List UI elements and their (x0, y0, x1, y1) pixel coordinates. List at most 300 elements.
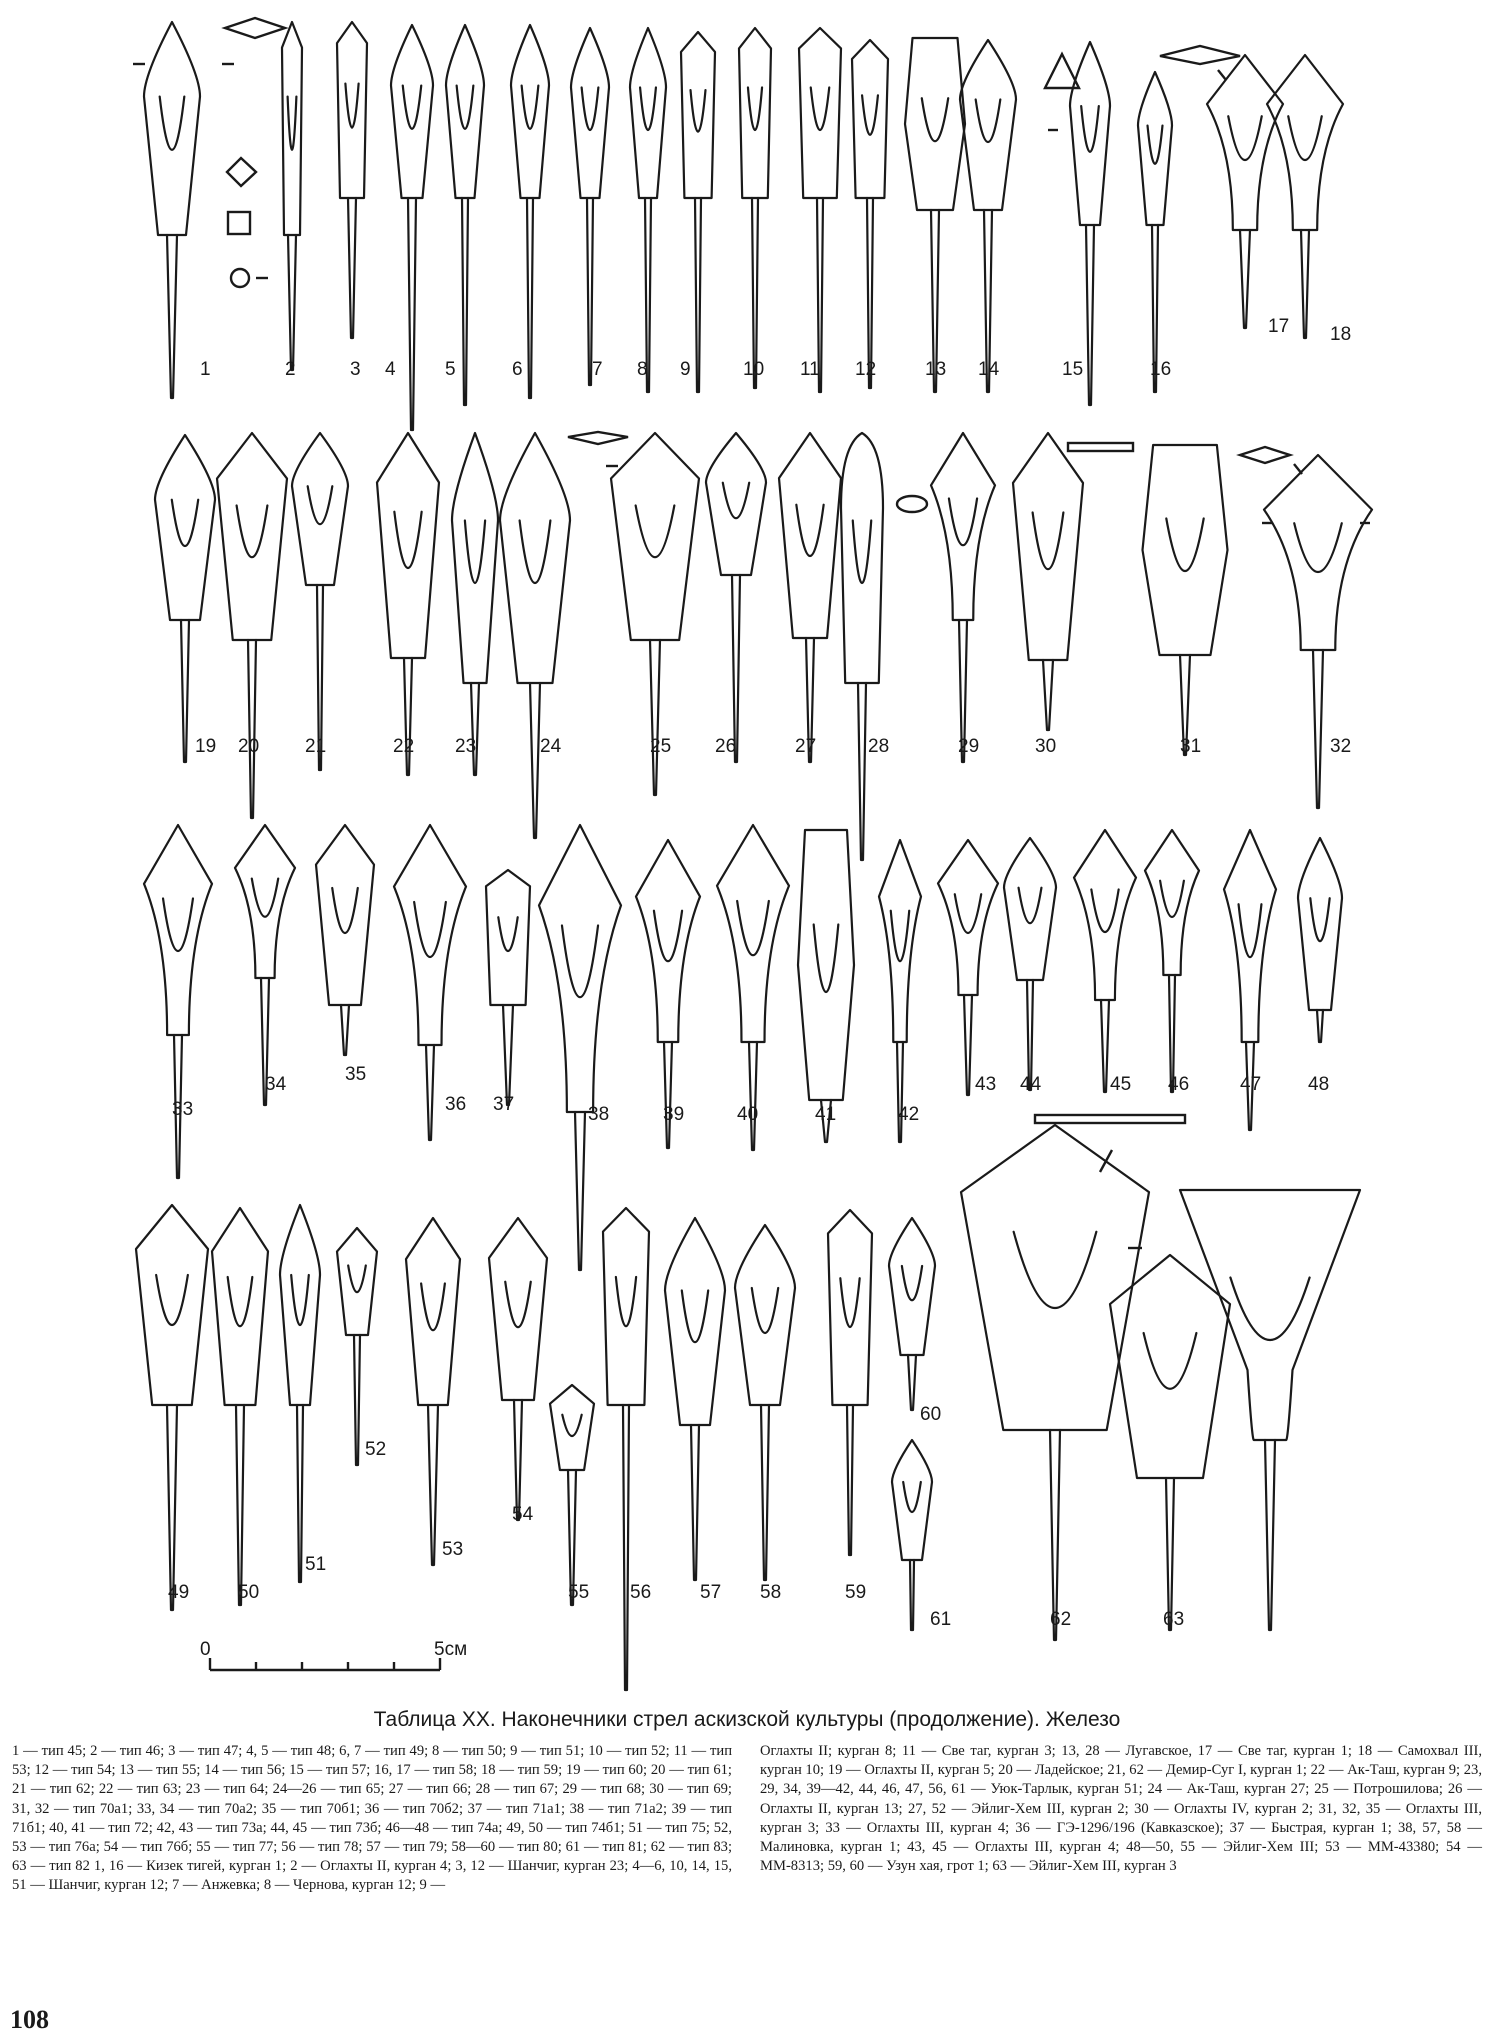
arrowhead-tang (404, 658, 412, 775)
arrowhead-24 (500, 433, 570, 838)
figure-number: 16 (1150, 359, 1172, 380)
arrowhead-facet (1294, 523, 1342, 572)
figure-numbers (168, 316, 1351, 1630)
arrowhead-blade (377, 433, 439, 658)
arrowhead-facet (903, 1482, 921, 1512)
arrowhead-tang (428, 1405, 438, 1565)
arrowhead-tang (181, 620, 189, 762)
arrowhead-blade (798, 830, 854, 1100)
arrowhead-drawings (136, 22, 1372, 1690)
arrowhead-tang (749, 1042, 757, 1150)
section-mark (1100, 1150, 1112, 1172)
figure-number: 42 (898, 1104, 920, 1125)
cross-section-lens (568, 432, 628, 444)
arrowhead-blade (779, 433, 841, 638)
arrowhead-facet (796, 505, 823, 556)
arrowhead-blade (511, 25, 549, 198)
arrowhead-tang (354, 1335, 360, 1465)
cross-section-diamond (225, 18, 285, 38)
arrowhead-blade (1145, 830, 1199, 975)
arrowhead-49 (136, 1205, 208, 1610)
arrowhead-blade (394, 825, 466, 1045)
arrowhead-facet (288, 97, 297, 150)
figure-number: 22 (393, 736, 415, 757)
arrowhead-blade (212, 1208, 268, 1405)
figure-number: 41 (815, 1104, 837, 1125)
arrowhead-facet (228, 1277, 253, 1326)
arrowhead-tang (964, 995, 972, 1095)
arrowhead-14 (960, 40, 1016, 392)
arrowhead-13 (905, 38, 965, 392)
arrowhead-41 (798, 830, 854, 1142)
arrowhead-57 (665, 1218, 725, 1580)
arrowhead-blade (452, 433, 498, 683)
arrowhead-blade (938, 840, 998, 995)
arrowhead-facet (582, 88, 599, 131)
figure-number: 31 (1180, 736, 1202, 757)
arrowhead-tang (348, 198, 356, 338)
figure-number: 50 (238, 1582, 260, 1603)
arrowhead-facet (414, 902, 446, 957)
arrowhead-facet (562, 925, 598, 997)
scale-end-label: 5см (434, 1639, 468, 1660)
arrowhead-tang (471, 683, 479, 775)
figure-number: 45 (1110, 1074, 1132, 1095)
cross-section-square (228, 212, 250, 234)
figure-number: 26 (715, 736, 737, 757)
arrowhead-blade (1207, 55, 1283, 230)
arrowhead-tang (575, 1112, 585, 1270)
arrowhead-blade (799, 28, 841, 198)
arrowhead-blade (1180, 1190, 1360, 1440)
arrowhead-tang (897, 1042, 903, 1142)
arrowhead-blade (550, 1385, 594, 1470)
figure-number: 15 (1062, 359, 1084, 380)
arrowhead-blade (391, 25, 433, 198)
arrowhead-facet (1239, 904, 1262, 957)
arrowhead-blade (717, 825, 789, 1042)
arrowhead-blade (841, 433, 883, 683)
figure-number: 5 (445, 359, 456, 380)
arrowhead-blade (280, 1205, 320, 1405)
arrowhead-tang (695, 198, 701, 392)
arrowhead-blade (486, 870, 530, 1005)
arrowhead-tang (623, 1405, 629, 1690)
arrowhead-tang (847, 1405, 853, 1555)
arrowhead-facet (902, 1266, 922, 1300)
arrowhead-facet (156, 1275, 188, 1325)
arrowhead-blade (1267, 55, 1343, 230)
cross-section-flat (1035, 1115, 1185, 1123)
arrowhead-21 (292, 433, 348, 770)
arrowhead-facet (1014, 1232, 1097, 1308)
arrowhead-facet (922, 98, 948, 141)
arrowhead-undefined (1180, 1190, 1360, 1630)
figure-number: 51 (305, 1554, 327, 1575)
arrowhead-blade (217, 433, 287, 640)
figure-number: 21 (305, 736, 327, 757)
arrowhead-facet (840, 1278, 859, 1327)
arrowhead-facet (862, 95, 878, 135)
figure-number: 47 (1240, 1074, 1262, 1095)
arrowhead-30 (1013, 433, 1083, 730)
arrowhead-tang (530, 683, 540, 838)
arrowhead-tang (1240, 230, 1250, 328)
arrowhead-blade (235, 825, 295, 978)
arrowhead-facet (654, 911, 682, 962)
figure-number: 43 (975, 1074, 997, 1095)
arrowhead-blade (406, 1218, 460, 1405)
figure-number: 6 (512, 359, 523, 380)
arrowhead-facet (1144, 1333, 1197, 1389)
cross-section-circle (231, 269, 249, 287)
arrowhead-62 (961, 1125, 1149, 1640)
arrowhead-blade (735, 1225, 795, 1405)
arrowhead-facet (332, 888, 358, 933)
arrowhead-31 (1143, 445, 1228, 755)
figure-number: 7 (592, 359, 603, 380)
arrowhead-35 (316, 825, 374, 1055)
arrowhead-27 (779, 433, 841, 762)
figure-number: 55 (568, 1582, 590, 1603)
arrowhead-blade (144, 22, 200, 235)
arrowhead-facet (1148, 126, 1163, 164)
arrowhead-58 (735, 1225, 795, 1580)
figure-number: 40 (737, 1104, 759, 1125)
arrowhead-tang (297, 1405, 303, 1582)
arrowhead-facet (163, 899, 193, 952)
figure-number: 56 (630, 1582, 652, 1603)
arrowhead-38 (539, 825, 621, 1270)
arrowhead-blade (828, 1210, 872, 1405)
figure-number: 30 (1035, 736, 1057, 757)
arrowhead-blade (739, 28, 771, 198)
arrowhead-tang (167, 1405, 177, 1610)
figure-number: 25 (650, 736, 672, 757)
figure-number: 3 (350, 359, 361, 380)
arrowhead-blade (1013, 433, 1083, 660)
arrowhead-blade (155, 435, 215, 620)
arrowhead-blade (337, 22, 367, 198)
legend-text-left: 1 — тип 45; 2 — тип 46; 3 — тип 47; 4, 5 — тип 48; 6, 7 — тип 49; 8 — тип 50; 9 — тип 51; 10 — тип 52; 11 — тип 53; 12 — тип 54; 13 — тип 55; 14 — тип 56; 15 — тип 57; 16, 17 — тип 58; 18 — тип 59; 19 — тип 60; 20 — тип 61; 21 — тип 62; 22 — тип 63; 23 — тип 64; 24—26 — тип 65; 27 — тип 66; 28 — тип 67; 29 — тип 68; 30 — тип 69; 31, 32 — тип 70а1; 33, 34 — тип 70а2; 35 — тип 70б1; 36 — тип 70б2; 37 — тип 71а1; 38 — тип 71а2; 39 — тип 71б1; 40, 41 — тип 72; 42, 43 — тип 73а; 44, 45 — тип 73б; 46—48 — тип 74а; 49, 50 — тип 74б1; 51 — тип 75; 52, 53 — тип 76а; 54 — тип 76б; 55 — тип 77; 56 — тип 78; 57 — тип 79; 58—60 — тип 80; 61 — тип 81; 62 — тип 83; 63 — тип 82 1, 16 — Кизек тигей, курган 1; 2 — Оглахты II, курган 4; 3, 12 — Шанчиг, курган 23; 4—6, 10, 14, 15, 51 — Шанчиг, курган 12; 7 — Анжевка; 8 — Чернова, курган 12; 9 — (12, 1743, 732, 1894)
arrowhead-tang (1043, 660, 1053, 730)
arrowhead-tang (1301, 230, 1309, 338)
arrowhead-42 (879, 840, 921, 1142)
figure-number: 23 (455, 736, 477, 757)
arrowhead-15 (1070, 42, 1110, 405)
figure-number: 44 (1020, 1074, 1042, 1095)
arrowhead-17 (1207, 55, 1283, 328)
arrowhead-blade (889, 1218, 935, 1355)
arrowhead-44 (1004, 838, 1056, 1090)
arrowhead-facet (737, 901, 769, 955)
figure-number: 17 (1268, 316, 1290, 337)
figure-number: 37 (493, 1094, 515, 1115)
page-number: 108 (10, 2005, 49, 2034)
cross-section-lens (1160, 46, 1240, 64)
arrowhead-tang (1265, 1440, 1275, 1630)
arrowhead-facet (682, 1290, 708, 1342)
arrowhead-blade (961, 1125, 1149, 1430)
arrowhead-facet (403, 86, 421, 129)
figure-number: 29 (958, 736, 980, 757)
arrowhead-facet (505, 1282, 531, 1328)
arrowhead-tang (236, 1405, 244, 1605)
arrowhead-blade (603, 1208, 649, 1405)
arrowhead-60 (889, 1218, 935, 1410)
arrowhead-tang (761, 1405, 769, 1580)
figure-number: 12 (855, 359, 877, 380)
arrowhead-facet (1288, 116, 1321, 160)
arrowhead-blade (1110, 1255, 1230, 1478)
arrowhead-46 (1145, 830, 1199, 1092)
arrowhead-blade (636, 840, 700, 1042)
arrowhead-blade (630, 28, 666, 198)
figure-number: 14 (978, 359, 1000, 380)
arrowhead-blade (316, 825, 374, 1005)
arrowhead-blade (665, 1218, 725, 1425)
arrowhead-facet (498, 917, 517, 951)
arrowhead-tang (167, 235, 177, 398)
arrowhead-52 (337, 1228, 377, 1465)
arrowhead-facet (520, 521, 551, 584)
arrowhead-40 (717, 825, 789, 1150)
arrowhead-blade (611, 433, 699, 640)
arrowhead-23 (452, 433, 498, 775)
section-mark (1294, 464, 1302, 474)
arrowhead-tang (910, 1560, 914, 1630)
figure-number: 52 (365, 1439, 387, 1460)
arrowhead-tang (248, 640, 256, 818)
arrowhead-facet (394, 512, 421, 568)
arrowhead-blade (292, 433, 348, 585)
arrowhead-28 (841, 433, 883, 860)
arrowhead-37 (486, 870, 530, 1105)
figure-number: 60 (920, 1404, 942, 1425)
arrowhead-facet (949, 498, 977, 545)
cross-section-oval (897, 496, 927, 512)
arrowhead-tang (650, 640, 660, 795)
arrowhead-blade (1298, 838, 1342, 1010)
arrowhead-facet (955, 894, 981, 933)
arrowhead-10 (739, 28, 771, 388)
arrowhead-facet (1228, 116, 1261, 160)
figure-number: 48 (1308, 1074, 1330, 1095)
arrowhead-tang (514, 1400, 522, 1520)
arrowhead-blade (1143, 445, 1228, 655)
arrowhead-facet (1019, 888, 1042, 924)
arrowhead-facet (1230, 1278, 1309, 1341)
arrowhead-tang (1313, 650, 1323, 808)
figure-number: 62 (1050, 1609, 1072, 1630)
arrowhead-26 (706, 433, 766, 762)
arrowhead-facet (811, 88, 829, 131)
figure-number: 35 (345, 1064, 367, 1085)
arrowhead-facet (348, 1265, 366, 1292)
legend-text-right: Оглахты II; курган 8; 11 — Све таг, курган 3; 13, 28 — Лугавское, 17 — Све таг, курган 1; 18 — Самохвал III, курган 10; 19 — Оглахты II, курган 5; 20 — Ладейское; 21, 62 — Демир-Суг I, курган 1; 22 — Ак-Таш, курган 9; 23, 29, 34, 39—42, 44, 46, 47, 56, 61 — Уюк-Тарлык, курган 51; 24 — Ак-Таш, курган 27; 25 — Потрошилова; 26 — Оглахты II, курган 13; 27, 52 — Эйлиг-Хем III, курган 2; 30 — Оглахты IV, курган 2; 31, 32, 35 — Оглахты III, курган 3; 33 — Оглахты III, курган 4; 36 — ГЭ-1296/196 (Кавказское); 37 — Быстрая, курган 1; 38, 57, 58 — Малиновка, курган 1; 43, 45 — Оглахты III, курган 4; 48—50, 55 — Эйлиг-Хем III; 53 — ММ-43380; 54 — ММ-8313; 59, 60 — Узун хая, грот 1; 63 — Эйлиг-Хем III, курган 3 (760, 1743, 1482, 1875)
arrowhead-tang (1086, 225, 1094, 405)
arrowhead-blade (706, 433, 766, 575)
arrowhead-facet (237, 505, 268, 557)
arrowhead-tang (527, 198, 533, 398)
figure-number: 10 (743, 359, 765, 380)
arrowhead-54 (489, 1218, 547, 1520)
cross-section-flat (1068, 443, 1133, 451)
figure-number: 59 (845, 1582, 867, 1603)
arrowhead-facet (522, 86, 539, 129)
arrowhead-tang (664, 1042, 672, 1148)
arrowhead-48 (1298, 838, 1342, 1042)
arrowhead-43 (938, 840, 998, 1095)
figure-number: 8 (637, 359, 648, 380)
arrowhead-tang (341, 1005, 349, 1055)
arrowhead-blade (1138, 72, 1172, 225)
cross-section-diamond (227, 158, 256, 186)
arrowhead-51 (280, 1205, 320, 1582)
arrowhead-blade (931, 433, 995, 620)
figure-number: 36 (445, 1094, 467, 1115)
arrowhead-blade (892, 1440, 932, 1560)
arrowhead-2 (282, 22, 302, 370)
figure-number: 34 (265, 1074, 287, 1095)
arrowhead-blade (1074, 830, 1136, 1000)
arrowhead-blade (571, 28, 609, 198)
arrowhead-facet (345, 84, 358, 128)
figure-number: 61 (930, 1609, 952, 1630)
arrowhead-facet (1091, 890, 1118, 933)
arrowhead-tang (691, 1425, 699, 1580)
figure-number: 39 (663, 1104, 685, 1125)
arrowhead-blade (905, 38, 965, 210)
figure-number: 46 (1168, 1074, 1190, 1095)
figure-number: 58 (760, 1582, 782, 1603)
arrowhead-39 (636, 840, 700, 1148)
arrowhead-11 (799, 28, 841, 392)
figure-number: 20 (238, 736, 260, 757)
cross-section-lens (1240, 447, 1290, 463)
arrowhead-blade (446, 25, 484, 198)
arrowhead-tang (908, 1355, 916, 1410)
arrowhead-facet (748, 88, 762, 131)
arrowhead-12 (852, 40, 888, 388)
arrowhead-facet (691, 90, 706, 132)
figure-number: 2 (285, 359, 296, 380)
figure-number: 9 (680, 359, 691, 380)
arrowhead-55 (550, 1385, 594, 1605)
arrowhead-facet (814, 925, 839, 993)
figure-number: 11 (800, 359, 820, 380)
figure-number: 53 (442, 1539, 464, 1560)
arrowhead-53 (406, 1218, 460, 1565)
arrowhead-facet (1166, 519, 1203, 572)
arrowhead-36 (394, 825, 466, 1140)
arrowhead-facet (465, 521, 485, 584)
arrowhead-facet (457, 86, 474, 129)
figure-number: 1 (200, 359, 211, 380)
arrowhead-32 (1264, 455, 1372, 808)
arrowhead-blade (136, 1205, 208, 1405)
arrowhead-facet (640, 88, 656, 131)
arrowhead-facet (562, 1415, 581, 1436)
scale-bar (200, 1639, 467, 1670)
arrowhead-20 (217, 433, 287, 818)
arrowhead-blade (1004, 838, 1056, 980)
arrowhead-blade (144, 825, 212, 1035)
arrowhead-facet (891, 911, 909, 962)
arrowhead-tang (503, 1005, 513, 1105)
arrowhead-facet (252, 879, 278, 917)
figure-number: 57 (700, 1582, 722, 1603)
arrowhead-facet (160, 97, 185, 150)
figure-number: 19 (195, 736, 217, 757)
arrowhead-56 (603, 1208, 652, 1690)
arrowhead-33 (144, 825, 212, 1178)
arrowhead-7 (571, 28, 609, 385)
figure-number: 38 (588, 1104, 610, 1125)
arrowhead-blade (1070, 42, 1110, 225)
arrowhead-facet (291, 1275, 309, 1325)
arrowhead-61 (892, 1440, 932, 1630)
arrowhead-tang (1101, 1000, 1109, 1092)
figure-number: 49 (168, 1582, 190, 1603)
figure-number: 18 (1330, 324, 1352, 345)
figure-number: 24 (540, 736, 562, 757)
arrowhead-tang (288, 235, 296, 370)
arrowhead-tang (426, 1045, 434, 1140)
arrowhead-29 (931, 433, 995, 762)
arrowhead-blade (681, 32, 715, 198)
arrowhead-4 (391, 25, 433, 430)
arrowhead-blade (282, 22, 302, 235)
arrowhead-22 (377, 433, 439, 775)
figure-number: 13 (925, 359, 947, 380)
arrowhead-facet (421, 1283, 445, 1330)
arrowhead-9 (681, 32, 715, 392)
figure-number: 63 (1163, 1609, 1185, 1630)
arrowhead-tang (1317, 1010, 1323, 1042)
arrowhead-45 (1074, 830, 1136, 1092)
arrowhead-tang (462, 198, 468, 405)
arrowhead-8 (630, 28, 666, 392)
arrowhead-facet (636, 505, 675, 557)
arrowhead-1 (144, 22, 200, 398)
arrowhead-facet (308, 486, 333, 524)
arrowhead-tang (732, 575, 740, 762)
arrowhead-blade (852, 40, 888, 198)
figure-number: 32 (1330, 736, 1352, 757)
figure-number: 33 (172, 1099, 194, 1120)
arrowhead-19 (155, 435, 215, 762)
arrowhead-6 (511, 25, 549, 398)
figure-number: 4 (385, 359, 396, 380)
arrowhead-blade (960, 40, 1016, 210)
figure-number: 27 (795, 736, 817, 757)
plate-title: Таблица XX. Наконечники стрел аскизской культуры (продолжение). Железо (373, 1708, 1121, 1731)
arrowhead-34 (235, 825, 295, 1105)
arrowhead-facet (1310, 898, 1329, 941)
figure-number: 54 (512, 1504, 534, 1525)
arrowhead-blade (500, 433, 570, 683)
figure-number: 28 (868, 736, 890, 757)
arrowhead-facet (1081, 106, 1099, 152)
arrowhead-facet (616, 1277, 636, 1326)
arrowhead-facet (976, 100, 1001, 143)
arrowhead-blade (337, 1228, 377, 1335)
arrowhead-facet (853, 521, 871, 584)
arrowhead-5 (446, 25, 484, 405)
arrowhead-facet (172, 500, 198, 546)
section-mark (1218, 70, 1226, 80)
